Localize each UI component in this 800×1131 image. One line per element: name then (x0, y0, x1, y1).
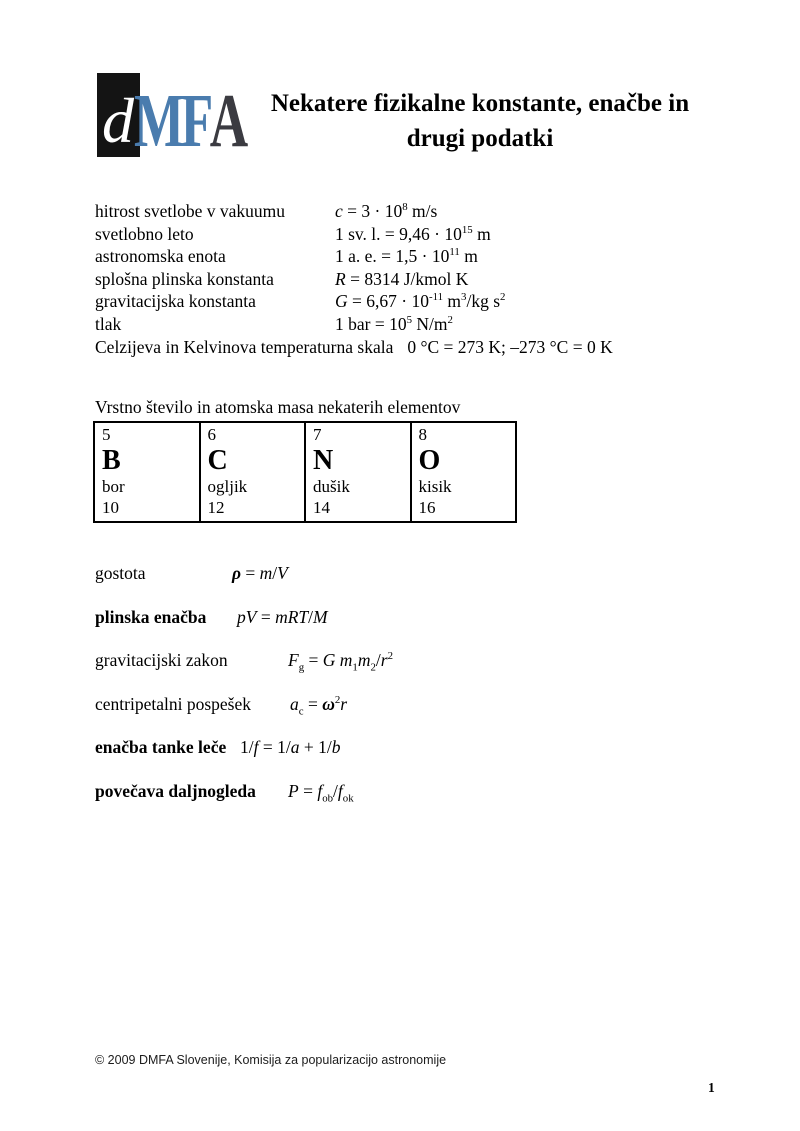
equation-label: centripetalni pospešek (95, 693, 251, 714)
constant-row (95, 223, 775, 246)
element-cell-oxygen (411, 422, 517, 522)
element-symbol: N (313, 445, 334, 476)
equation-row-thin-lens (95, 737, 615, 759)
equation-row-gas (95, 607, 615, 629)
constant-row (95, 313, 775, 336)
constant-value: $c = 3 \cdot 10^8$ m/s (335, 201, 438, 221)
element-symbol: C (207, 445, 228, 476)
page-title (240, 86, 720, 156)
element-mass: 14 (313, 498, 330, 517)
element-name: kisik (418, 477, 452, 496)
constant-row-temperature (95, 336, 775, 359)
element-name: bor (102, 477, 125, 496)
constant-label: Celzijeva in Kelvinova temperaturna skala (95, 336, 394, 357)
equation-row-density (95, 563, 615, 585)
constants-list (95, 200, 775, 358)
equation-row-centripetal (95, 694, 615, 716)
element-cell-carbon (200, 422, 306, 522)
logo-letter-m: M (134, 79, 181, 164)
page-title-line1: Nekatere fizikalne konstante, enačbe in (270, 90, 690, 117)
element-number: 5 (102, 425, 111, 444)
elements-table-row (94, 422, 516, 522)
constant-label: tlak (95, 313, 122, 334)
equation-formula: 1/f = 1/a + 1/b (240, 737, 341, 757)
element-cell-boron (94, 422, 200, 522)
constant-row (95, 290, 775, 313)
equation-formula: $a_c = \omega^2r$ (290, 693, 348, 717)
equation-label: gostota (95, 563, 146, 583)
constant-value: R = 8314 J/kmol K (335, 268, 469, 289)
constant-row (95, 268, 775, 291)
page-title-line2: drugi podatki (406, 125, 554, 152)
logo-letter-f: F (180, 79, 210, 164)
equation-formula: $P = f_{ob}/f_{ok}$ (288, 780, 354, 804)
element-mass: 12 (207, 498, 225, 517)
element-number: 8 (418, 425, 427, 444)
equation-label: gravitacijski zakon (95, 650, 228, 670)
constant-value: 1 a. e. = $1,5 \cdot 10^{11}$ m (335, 246, 478, 267)
equations-list (95, 563, 615, 824)
equation-formula: ρ = m/V (232, 563, 288, 583)
equation-label: povečava daljnogleda (95, 780, 256, 801)
element-cell-nitrogen (305, 422, 411, 522)
element-name: dušik (313, 477, 350, 496)
page-number: 1 (708, 1080, 715, 1095)
equation-label: plinska enačba (95, 606, 207, 627)
logo-letter-d: d (102, 85, 134, 156)
element-name: ogljik (207, 477, 248, 496)
constant-label: gravitacijska konstanta (95, 291, 256, 312)
logo-letters-mfa (134, 79, 245, 164)
constant-row (95, 200, 775, 223)
constant-value: 0 °C = 273 K; –273 °C = 0 K (407, 336, 613, 357)
element-number: 7 (313, 425, 322, 444)
elements-table-title: Vrstno število in atomska masa nekaterih elementov (95, 397, 461, 417)
copyright-text: © 2009 DMFA Slovenije, Komisija za popularizacijo astronomije (95, 1053, 447, 1067)
equation-formula: pV = mRT/M (237, 606, 328, 627)
constant-row (95, 245, 775, 268)
constant-value: 1 bar = $10^5$ $N/m^2$ (335, 313, 453, 334)
constant-label: hitrost svetlobe v vakuumu (95, 201, 286, 221)
elements-table (93, 421, 517, 523)
constant-label: svetlobno leto (95, 223, 194, 244)
logo-letter-a: A (209, 79, 245, 164)
constant-value: $G = 6,67 \cdot 10^{-11}$ $m^3/kg$ $s^2$ (335, 291, 506, 312)
element-number: 6 (207, 425, 216, 444)
constant-label: astronomska enota (95, 246, 226, 267)
constant-value: 1 sv. l. = $9,46 \cdot 10^{15}$ m (335, 223, 491, 244)
equation-formula: $F_g = G$ $m_1m_2/r^2$ (288, 650, 393, 674)
equation-row-telescope (95, 781, 615, 803)
element-mass: 10 (102, 498, 119, 517)
equation-label: enačba tanke leče (95, 737, 227, 757)
element-symbol: B (102, 445, 121, 476)
element-mass: 16 (418, 498, 436, 517)
element-symbol: O (418, 445, 441, 476)
equation-row-gravity (95, 650, 615, 672)
constant-label: splošna plinska konstanta (95, 268, 274, 289)
